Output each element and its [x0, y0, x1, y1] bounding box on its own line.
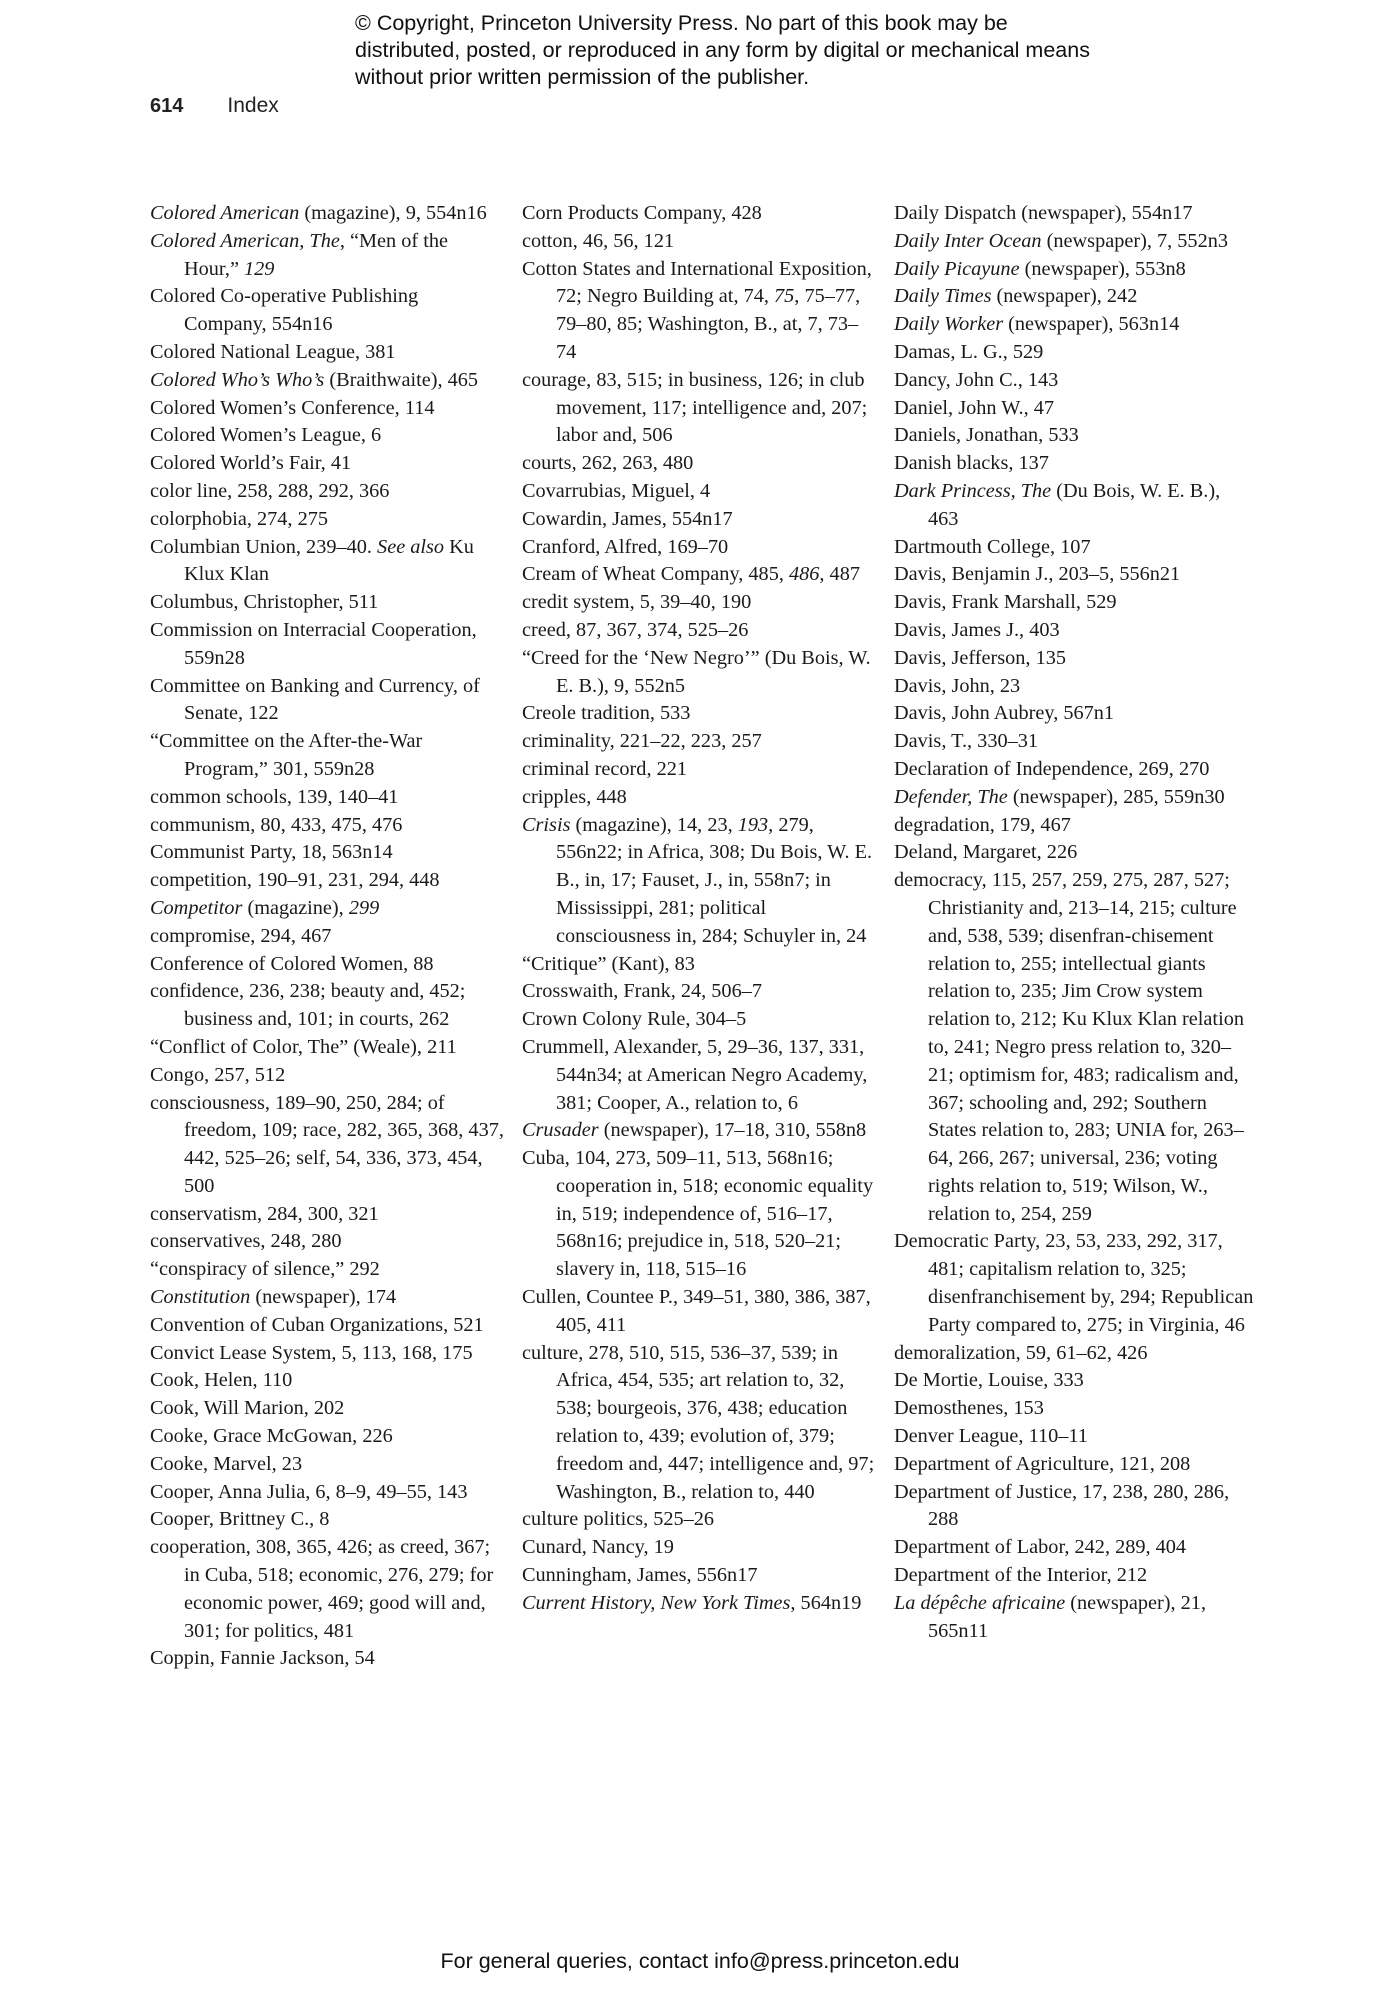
index-entry — [894, 561, 1254, 589]
index-entry-text: cotton, 46, 56, 121 — [522, 229, 675, 252]
index-entry-text: cripples, 448 — [522, 785, 627, 808]
index-entry-text: Denver League, 110–11 — [894, 1425, 1088, 1448]
index-entry — [894, 617, 1254, 645]
index-entry-text: Cooke, Grace McGowan, 226 — [150, 1425, 393, 1448]
index-entry-text: consciousness, 189–90, 250, 284; of freedom, 109; race, 282, 365, 368, 437, 442, 525–26; self, 54, 336, 373, 454, 500 — [150, 1091, 504, 1197]
index-entry — [150, 1534, 505, 1645]
index-entry-text: , 564n19 — [790, 1591, 862, 1614]
index-entry — [150, 1506, 505, 1534]
index-entry-italic-text: Defender, The — [894, 785, 1008, 808]
index-entry-italic-text: Daily Times — [894, 285, 992, 308]
index-entry-text: Corn Products Company, 428 — [522, 202, 762, 224]
index-entry — [522, 367, 877, 450]
index-entry-text: Creole tradition, 533 — [522, 702, 691, 725]
index-column-2 — [522, 200, 877, 1618]
index-entry — [150, 867, 505, 895]
index-entry — [894, 534, 1254, 562]
index-entry — [150, 1228, 505, 1256]
index-entry-text: degradation, 179, 467 — [894, 813, 1071, 836]
index-entry — [150, 422, 505, 450]
index-entry — [522, 1117, 877, 1145]
index-entry — [150, 1201, 505, 1229]
index-entry-text: Demosthenes, 153 — [894, 1397, 1044, 1420]
index-entry-text: “Committee on the After-the-War Program,” 301, 559n28 — [150, 730, 423, 780]
index-entry — [522, 1145, 877, 1284]
index-entry-text: Department of Justice, 17, 238, 280, 286, 288 — [894, 1480, 1230, 1531]
index-entry — [522, 728, 877, 756]
index-column-3 — [894, 200, 1254, 1645]
index-entry — [522, 951, 877, 979]
index-entry — [150, 923, 505, 951]
index-entry — [150, 1312, 505, 1340]
index-entry-italic-text: Current History, New York Times — [522, 1591, 791, 1614]
index-entry — [894, 589, 1254, 617]
index-entry — [894, 784, 1254, 812]
index-entry — [894, 450, 1254, 478]
index-entry — [150, 617, 505, 673]
index-entry-text: Davis, John, 23 — [894, 674, 1021, 697]
index-entry-text: (Du Bois, W. E. B.), 463 — [928, 479, 1221, 530]
index-entry-text: , “Men of the Hour,” — [184, 229, 448, 280]
index-entry-italic-text: Colored Who’s Who’s — [150, 368, 325, 391]
index-entry-text: competition, 190–91, 231, 294, 448 — [150, 869, 440, 892]
index-entry-text: Crown Colony Rule, 304–5 — [522, 1008, 747, 1031]
index-entry — [150, 450, 505, 478]
index-entry — [894, 283, 1254, 311]
index-entry-text: Daniel, John W., 47 — [894, 396, 1054, 419]
copyright-notice: © Copyright, Princeton University Press. No part of this book may be distributed, posted, or reproduced in any form by digital or mechanical means without prior written permission of the publisher. — [355, 11, 1090, 89]
index-entry-italic-text: See also — [377, 535, 445, 558]
index-entry-text: “Conflict of Color, The” (Weale), 211 — [150, 1035, 457, 1058]
index-entry — [150, 283, 505, 339]
index-entry-text: courage, 83, 515; in business, 126; in club movement, 117; intelligence and, 207; labor and, 506 — [522, 368, 868, 447]
index-entry-italic-text: Colored American — [150, 202, 300, 224]
index-entry — [150, 1034, 505, 1062]
index-entry-text: courts, 262, 263, 480 — [522, 452, 694, 475]
index-entry — [522, 1590, 877, 1618]
index-entry-text: , 279, 556n22; in Africa, 308; Du Bois, W. E. B., in, 17; Fauset, J., in, 558n7; in Mississippi, 281; political consciousness in, 284; Schuyler in, 24 — [556, 813, 873, 947]
index-entry-text: (magazine), — [242, 896, 349, 919]
index-entry-text: Davis, John Aubrey, 567n1 — [894, 702, 1115, 725]
running-head — [150, 94, 279, 124]
index-entry-italic-text: La dépêche africaine — [894, 1591, 1066, 1614]
index-entry-text: (newspaper), 7, 552n3 — [1041, 229, 1228, 252]
index-entry-text: Daniels, Jonathan, 533 — [894, 424, 1079, 447]
index-entry-text: Congo, 257, 512 — [150, 1063, 286, 1086]
index-entry — [150, 1451, 505, 1479]
index-entry-text: cooperation, 308, 365, 426; as creed, 367; in Cuba, 518; economic, 276, 279; for economic power, 469; good will and, 301; for politics, 481 — [150, 1536, 494, 1642]
index-entry-text: Democratic Party, 23, 53, 233, 292, 317, 481; capitalism relation to, 325; disenfranchisement by, 294; Republican Party compared to, 275; in Virginia, 46 — [894, 1230, 1254, 1336]
index-entry-text: (magazine), 9, 554n16 — [299, 202, 487, 224]
index-entry — [522, 784, 877, 812]
index-entry — [150, 1284, 505, 1312]
running-title: Index — [227, 94, 279, 117]
index-entry-text: Cooke, Marvel, 23 — [150, 1452, 303, 1475]
index-entry — [522, 478, 877, 506]
index-entry — [150, 784, 505, 812]
index-entry — [894, 1367, 1254, 1395]
index-entry-text: Davis, T., 330–31 — [894, 730, 1039, 753]
index-entry — [522, 506, 877, 534]
index-entry — [894, 1534, 1254, 1562]
index-entry — [150, 1062, 505, 1090]
index-entry — [894, 1562, 1254, 1590]
index-entry — [894, 1479, 1254, 1535]
index-entry — [894, 1590, 1254, 1646]
index-entry-text: Cook, Will Marion, 202 — [150, 1397, 345, 1420]
index-entry-text: Cullen, Countee P., 349–51, 380, 386, 387, 405, 411 — [522, 1286, 871, 1336]
index-entry-text: Cuba, 104, 273, 509–11, 513, 568n16; cooperation in, 518; economic equality in, 519; independence of, 516–17, 568n16; prejudice in, 518, 520–21; slavery in, 118, 515–16 — [522, 1147, 874, 1281]
index-entry — [894, 812, 1254, 840]
index-entry — [150, 228, 505, 284]
index-entry — [522, 228, 877, 256]
index-entry-text: Dartmouth College, 107 — [894, 535, 1091, 558]
index-entry-text: conservatism, 284, 300, 321 — [150, 1202, 379, 1225]
index-entry-text: Communist Party, 18, 563n14 — [150, 841, 393, 864]
index-entry — [150, 673, 505, 729]
index-entry — [894, 478, 1254, 534]
index-entry — [522, 1562, 877, 1590]
index-entry — [150, 1423, 505, 1451]
index-entry — [522, 1284, 877, 1340]
index-entry-text: Department of the Interior, 212 — [894, 1564, 1148, 1587]
index-entry — [150, 951, 505, 979]
index-entry-text: demoralization, 59, 61–62, 426 — [894, 1341, 1148, 1364]
index-entry-text: Committee on Banking and Currency, of Senate, 122 — [150, 674, 480, 725]
index-entry — [894, 756, 1254, 784]
index-entry — [522, 256, 877, 367]
index-entry-italic-text: Competitor — [150, 896, 243, 919]
index-entry-italic-text: Daily Picayune — [894, 257, 1020, 280]
index-entry-text: Cream of Wheat Company, 485, — [522, 563, 789, 586]
index-entry-text: conservatives, 248, 280 — [150, 1230, 342, 1253]
index-entry-text: Cook, Helen, 110 — [150, 1369, 293, 1392]
index-entry-text: (newspaper), 21, 565n11 — [928, 1591, 1207, 1642]
index-entry-text: creed, 87, 367, 374, 525–26 — [522, 618, 749, 641]
index-entry-text: De Mortie, Louise, 333 — [894, 1369, 1084, 1392]
index-entry — [522, 756, 877, 784]
index-entry-text: Cunningham, James, 556n17 — [522, 1564, 758, 1587]
index-entry-italic-text: Daily Worker — [894, 313, 1004, 336]
index-entry — [522, 450, 877, 478]
index-entry-text: “Critique” (Kant), 83 — [522, 952, 695, 975]
index-entry — [894, 367, 1254, 395]
index-entry-text: , 487 — [819, 563, 860, 586]
index-entry-text: Deland, Margaret, 226 — [894, 841, 1078, 864]
index-entry-italic-text: 75 — [774, 285, 795, 308]
index-entry-text: Columbus, Christopher, 511 — [150, 591, 379, 614]
index-entry — [894, 1395, 1254, 1423]
index-entry — [894, 1228, 1254, 1339]
index-entry — [894, 395, 1254, 423]
index-entry — [522, 1340, 877, 1507]
index-entry — [894, 839, 1254, 867]
index-entry — [522, 200, 877, 228]
index-entry — [150, 367, 505, 395]
index-entry — [150, 395, 505, 423]
index-entry-text: Commission on Interracial Cooperation, 559n28 — [150, 618, 477, 669]
index-entry-text: Dancy, John C., 143 — [894, 368, 1059, 391]
index-entry-text: Coppin, Fannie Jackson, 54 — [150, 1647, 375, 1670]
index-entry — [522, 534, 877, 562]
index-entry — [522, 812, 877, 951]
index-entry-text: Department of Agriculture, 121, 208 — [894, 1452, 1191, 1475]
index-entry-text: criminal record, 221 — [522, 757, 688, 780]
index-entry-text: communism, 80, 433, 475, 476 — [150, 813, 403, 836]
index-entry — [894, 867, 1254, 1228]
index-entry-text: common schools, 139, 140–41 — [150, 785, 399, 808]
index-entry-text: compromise, 294, 467 — [150, 924, 332, 947]
index-entry — [150, 728, 505, 784]
index-entry-text: (newspaper), 17–18, 310, 558n8 — [598, 1119, 867, 1142]
index-entry-text: Convention of Cuban Organizations, 521 — [150, 1313, 484, 1336]
index-entry — [522, 978, 877, 1006]
index-entry-text: Declaration of Independence, 269, 270 — [894, 757, 1210, 780]
index-entry-text: color line, 258, 288, 292, 366 — [150, 479, 390, 502]
index-entry — [894, 1340, 1254, 1368]
index-entry — [894, 200, 1254, 228]
index-entry-text: Colored Co-operative Publishing Company, 554n16 — [150, 285, 419, 336]
index-entry-text: Davis, Benjamin J., 203–5, 556n21 — [894, 563, 1181, 586]
index-entry-text: Colored Women’s League, 6 — [150, 424, 382, 447]
index-entry-text: Cunard, Nancy, 19 — [522, 1536, 674, 1559]
index-entry-text: culture politics, 525–26 — [522, 1508, 715, 1531]
index-entry — [150, 1090, 505, 1201]
index-entry — [150, 1395, 505, 1423]
index-entry-text: Colored Women’s Conference, 114 — [150, 396, 435, 419]
index-entry-text: Cranford, Alfred, 169–70 — [522, 535, 729, 558]
index-entry-text: Ku Klux Klan — [184, 535, 474, 586]
index-entry-italic-text: Daily Inter Ocean — [894, 229, 1042, 252]
index-entry-text: Cotton States and International Exposition, 72; Negro Building at, 74, — [522, 257, 872, 308]
index-entry — [894, 700, 1254, 728]
index-entry-text: Davis, James J., 403 — [894, 618, 1060, 641]
index-entry — [150, 1479, 505, 1507]
page-number: 614 — [150, 95, 184, 117]
index-entry — [522, 561, 877, 589]
index-entry — [150, 1645, 505, 1673]
index-entry-text: Davis, Frank Marshall, 529 — [894, 591, 1117, 614]
index-entry-text: (newspaper), 563n14 — [1003, 313, 1180, 336]
index-entry-italic-text: Crusader — [522, 1119, 599, 1142]
index-entry-italic-text: Constitution — [150, 1286, 251, 1309]
index-entry-text: (newspaper), 285, 559n30 — [1007, 785, 1225, 808]
index-entry-text: Colored National League, 381 — [150, 340, 396, 363]
index-entry-text: Department of Labor, 242, 289, 404 — [894, 1536, 1187, 1559]
index-entry — [894, 228, 1254, 256]
index-entry-text: Columbian Union, 239–40. — [150, 535, 378, 558]
index-entry — [150, 534, 505, 590]
index-entry-text: confidence, 236, 238; beauty and, 452; business and, 101; in courts, 262 — [150, 980, 466, 1031]
index-entry-text: Colored World’s Fair, 41 — [150, 452, 352, 475]
index-entry — [150, 200, 505, 228]
index-entry — [894, 256, 1254, 284]
index-entry-italic-text: 193 — [737, 813, 769, 836]
index-entry-italic-text: Colored American, The — [150, 229, 340, 252]
index-entry — [522, 645, 877, 701]
index-entry — [150, 589, 505, 617]
index-entry-text: Crosswaith, Frank, 24, 506–7 — [522, 980, 762, 1003]
index-entry — [894, 673, 1254, 701]
index-entry — [150, 839, 505, 867]
index-entry — [894, 1451, 1254, 1479]
index-entry-text: Covarrubias, Miguel, 4 — [522, 479, 711, 502]
index-entry-text: Convict Lease System, 5, 113, 168, 175 — [150, 1341, 473, 1364]
index-entry-text: Danish blacks, 137 — [894, 452, 1049, 475]
index-entry — [150, 1340, 505, 1368]
index-entry-text: Daily Dispatch (newspaper), 554n17 — [894, 202, 1193, 224]
index-entry-text: “conspiracy of silence,” 292 — [150, 1258, 380, 1281]
index-entry — [150, 895, 505, 923]
index-entry-text: colorphobia, 274, 275 — [150, 507, 328, 530]
index-entry — [150, 339, 505, 367]
index-entry-text: democracy, 115, 257, 259, 275, 287, 527; Christianity and, 213–14, 215; culture and, 538, 539; disenfran-chisement relation to, 255; intellectual giants relation to, 235; Jim Crow system relation to, 212; Ku Klux Klan relation to, 241; Negro press relation to, 320–21; optimism for, 483; radicalism and, 367; schooling and, 292; Southern States relation to, 283; UNIA for, 263–64, 266, 267; universal, 236; voting rights relation to, 519; Wilson, W., relation to, 254, 259 — [894, 869, 1244, 1225]
index-entry — [522, 700, 877, 728]
index-entry-text: (newspaper), 242 — [991, 285, 1138, 308]
index-entry — [150, 1367, 505, 1395]
index-entry — [150, 812, 505, 840]
index-entry-text: Cooper, Brittney C., 8 — [150, 1508, 330, 1531]
footer-contact: For general queries, contact info@press.princeton.edu — [440, 1949, 960, 1973]
index-entry-text: , 75–77, 79–80, 85; Washington, B., at, 7, 73–74 — [556, 285, 861, 363]
index-entry-text: Crummell, Alexander, 5, 29–36, 137, 331, 544n34; at American Negro Academy, 381; Cooper, A., relation to, 6 — [522, 1035, 868, 1114]
index-entry — [522, 1006, 877, 1034]
index-entry — [894, 339, 1254, 367]
index-entry — [894, 728, 1254, 756]
index-entry-text: Conference of Colored Women, 88 — [150, 952, 434, 975]
index-entry-text: Davis, Jefferson, 135 — [894, 646, 1066, 669]
index-entry-italic-text: 486 — [788, 563, 820, 586]
index-entry — [894, 422, 1254, 450]
index-entry-text: Cooper, Anna Julia, 6, 8–9, 49–55, 143 — [150, 1480, 468, 1503]
index-entry — [522, 617, 877, 645]
index-entry-text: (newspaper), 553n8 — [1019, 257, 1186, 280]
index-entry — [522, 1534, 877, 1562]
index-entry-italic-text: 129 — [244, 257, 275, 280]
index-entry — [150, 478, 505, 506]
index-entry-text: (Braithwaite), 465 — [324, 368, 479, 391]
index-entry-text: culture, 278, 510, 515, 536–37, 539; in Africa, 454, 535; art relation to, 32, 538; bourgeois, 376, 438; education relation to, 439; evolution of, 379; freedom and, 447; intelligence and, 97; Washington, B., relation to, 440 — [522, 1341, 875, 1503]
index-entry — [150, 1256, 505, 1284]
index-entry-text: credit system, 5, 39–40, 190 — [522, 591, 752, 614]
index-entry — [894, 645, 1254, 673]
index-entry-italic-text: Crisis — [522, 813, 571, 836]
index-entry-italic-text: 299 — [348, 896, 380, 919]
index-entry — [522, 589, 877, 617]
index-entry — [894, 1423, 1254, 1451]
index-entry — [150, 978, 505, 1034]
index-entry — [150, 506, 505, 534]
index-column-1 — [150, 200, 505, 1673]
index-entry-text: “Creed for the ‘New Negro’” (Du Bois, W. E. B.), 9, 552n5 — [522, 646, 871, 697]
index-entry-text: criminality, 221–22, 223, 257 — [522, 730, 762, 753]
index-entry-italic-text: Dark Princess, The — [894, 479, 1052, 502]
index-entry-text: Damas, L. G., 529 — [894, 340, 1044, 363]
index-entry-text: (newspaper), 174 — [250, 1286, 397, 1309]
index-entry — [522, 1034, 877, 1117]
index-entry — [894, 311, 1254, 339]
index-entry — [522, 1506, 877, 1534]
index-entry-text: Cowardin, James, 554n17 — [522, 507, 733, 530]
index-entry-text: (magazine), 14, 23, — [570, 813, 738, 836]
